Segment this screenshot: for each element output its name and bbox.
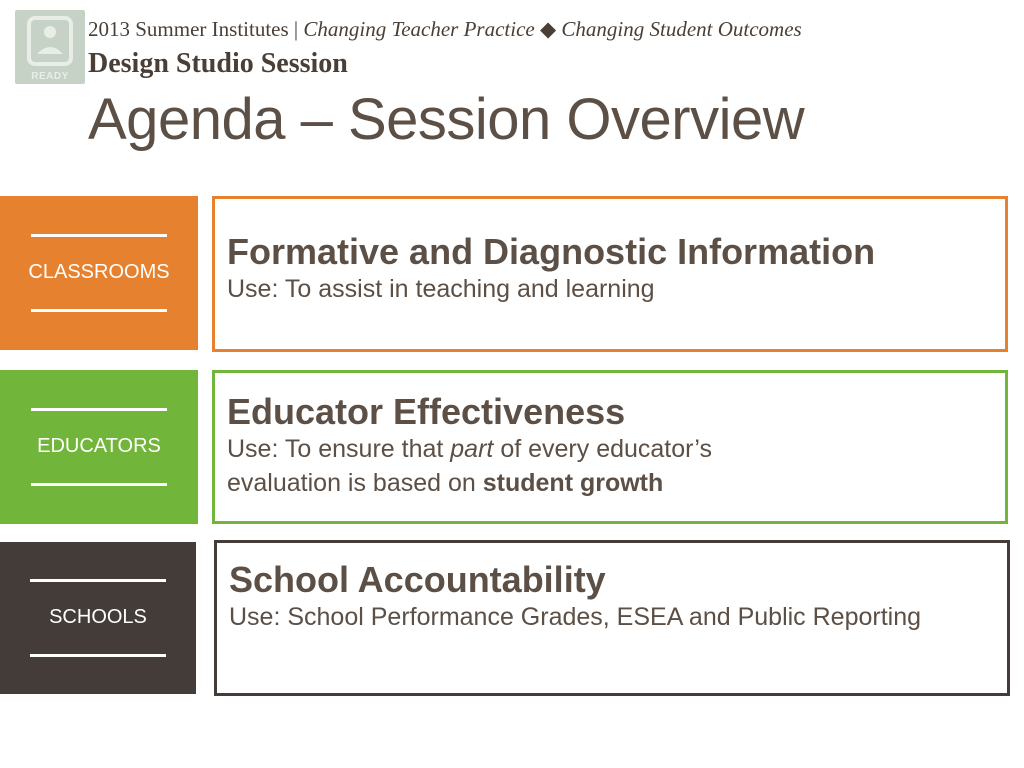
session-subtitle: Design Studio Session — [88, 48, 348, 79]
schools-card — [214, 540, 1010, 696]
event-line — [88, 17, 802, 42]
tagline-part2: Changing Student Outcomes — [561, 17, 802, 41]
card-title: Educator Effectiveness — [227, 391, 626, 432]
educators-tab — [0, 370, 198, 524]
card-description — [227, 432, 797, 500]
classrooms-card — [212, 196, 1008, 352]
desc-middle: of every educator’s evaluation is based on — [227, 435, 713, 498]
divider — [30, 579, 166, 582]
desc-bold: student growth — [482, 469, 664, 498]
card-description: Use: To assist in teaching and learning — [227, 275, 655, 304]
ready-logo — [15, 10, 85, 84]
event-prefix: 2013 Summer Institutes | — [88, 17, 304, 41]
divider — [31, 309, 167, 312]
card-description: Use: School Performance Grades, ESEA and Public Reporting — [229, 603, 922, 632]
diamond-separator: ◆ — [534, 17, 562, 41]
card-title: Formative and Diagnostic Information — [227, 231, 876, 272]
divider — [30, 654, 166, 657]
educators-card — [212, 370, 1008, 524]
classrooms-label: CLASSROOMS — [28, 261, 170, 283]
classrooms-tab — [0, 196, 198, 350]
desc-italic: part — [450, 435, 494, 464]
tagline-part1: Changing Teacher Practice — [303, 17, 535, 41]
desc-prefix: Use: To ensure that — [227, 435, 451, 464]
page-title: Agenda – Session Overview — [88, 87, 805, 152]
schools-label: SCHOOLS — [49, 606, 147, 628]
divider — [31, 483, 167, 486]
educators-label: EDUCATORS — [37, 435, 161, 457]
divider — [31, 234, 167, 237]
schools-tab — [0, 542, 196, 694]
card-title: School Accountability — [229, 559, 606, 600]
divider — [31, 408, 167, 411]
logo-text: READY — [31, 71, 69, 82]
